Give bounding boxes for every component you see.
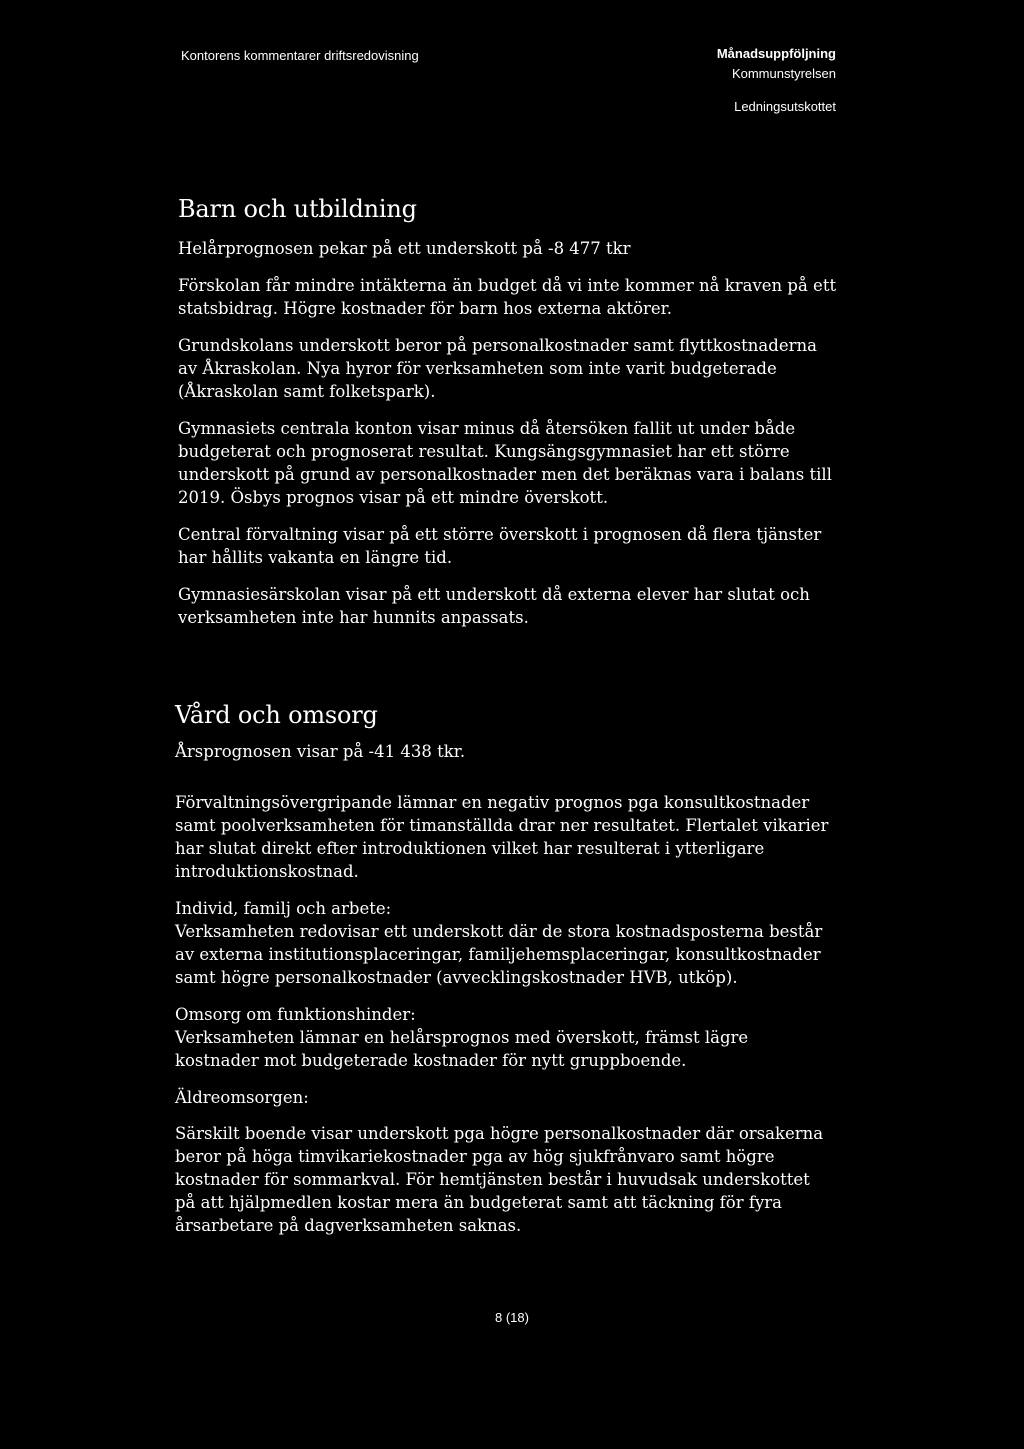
header-organisation: Kommunstyrelsen xyxy=(731,66,836,81)
paragraph-omsorg-funktionshinder: Verksamheten lämnar en helårsprognos med överskott, främst lägre kostnader mot budgeterade kostnader för nytt gruppboende. xyxy=(175,1028,749,1070)
paragraph-individ-familj-arbete: Verksamheten redovisar ett underskott där de stora kostnadsposterna består av externa institutionsplaceringar, familjehemsplaceringar, konsultkostnader samt högre personalkostnader (avvecklingskostnader HVB, utköp). xyxy=(175,922,823,987)
header-report-title: Månadsuppföljning xyxy=(716,46,836,61)
paragraph-forvaltningsovergripande: Förvaltningsövergripande lämnar en negativ prognos pga konsultkostnader samt poolverksamheten för timanställda drar ner resultatet. Flertalet vikarier har slutat direkt efter introduktionen vilket har resulterat i ytterligare introduktionskostnad. xyxy=(175,793,829,881)
section-heading-vard: Vård och omsorg xyxy=(175,701,378,729)
paragraph-gymnasiesarskola: Gymnasiesärskolan visar på ett underskott då externa elever har slutat och verksamheten inte har hunnits anpassats. xyxy=(178,585,810,627)
paragraph-forskola: Förskolan får mindre intäkterna än budget då vi inte kommer nå kraven på ett statsbidrag. Högre kostnader för barn hos externa aktörer. xyxy=(178,276,837,318)
subheading-aldreomsorgen: Äldreomsorgen: xyxy=(175,1088,309,1107)
header-committee: Ledningsutskottet xyxy=(734,99,836,114)
page-number: 8 (18) xyxy=(495,1310,529,1325)
vard-forecast-summary: Årsprognosen visar på -41 438 tkr. xyxy=(175,742,466,761)
barn-forecast-summary: Helårprognosen pekar på ett underskott på -8 477 tkr xyxy=(178,239,631,258)
section-vard-och-omsorg xyxy=(175,699,835,1251)
paragraph-grundskola: Grundskolans underskott beror på personalkostnader samt flyttkostnaderna av Åkraskolan. Nya hyror för verksamheten som inte varit budgeterade (Åkraskolan samt folketspark). xyxy=(178,336,817,401)
paragraph-central-forvaltning: Central förvaltning visar på ett större överskott i prognosen då flera tjänster har hållits vakanta en längre tid. xyxy=(178,525,822,567)
header-document-type: Kontorens kommentarer driftsredovisning xyxy=(181,48,419,63)
subheading-individ-familj-arbete: Individ, familj och arbete: xyxy=(175,899,392,918)
subheading-omsorg-funktionshinder: Omsorg om funktionshinder: xyxy=(175,1005,416,1024)
section-heading-barn: Barn och utbildning xyxy=(178,195,417,223)
paragraph-aldreomsorgen: Särskilt boende visar underskott pga högre personalkostnader där orsakerna beror på höga timvikariekostnader pga av hög sjukfrånvaro samt högre kostnader för sommarkval. För hemtjänsten består i huvudsak underskottet på att hjälpmedlen kostar mera än budgeterat samt att täckning för fyra årsarbetare på dagverksamheten saknas. xyxy=(175,1124,824,1235)
section-barn-och-utbildning xyxy=(178,193,838,643)
paragraph-gymnasium: Gymnasiets centrala konton visar minus då återsöken fallit ut under både budgeterat och prognoserat resultat. Kungsängsgymnasiet har ett större underskott på grund av personalkostnader men det beräknas vara i balans till 2019. Ösbys prognos visar på ett mindre överskott. xyxy=(178,419,832,507)
